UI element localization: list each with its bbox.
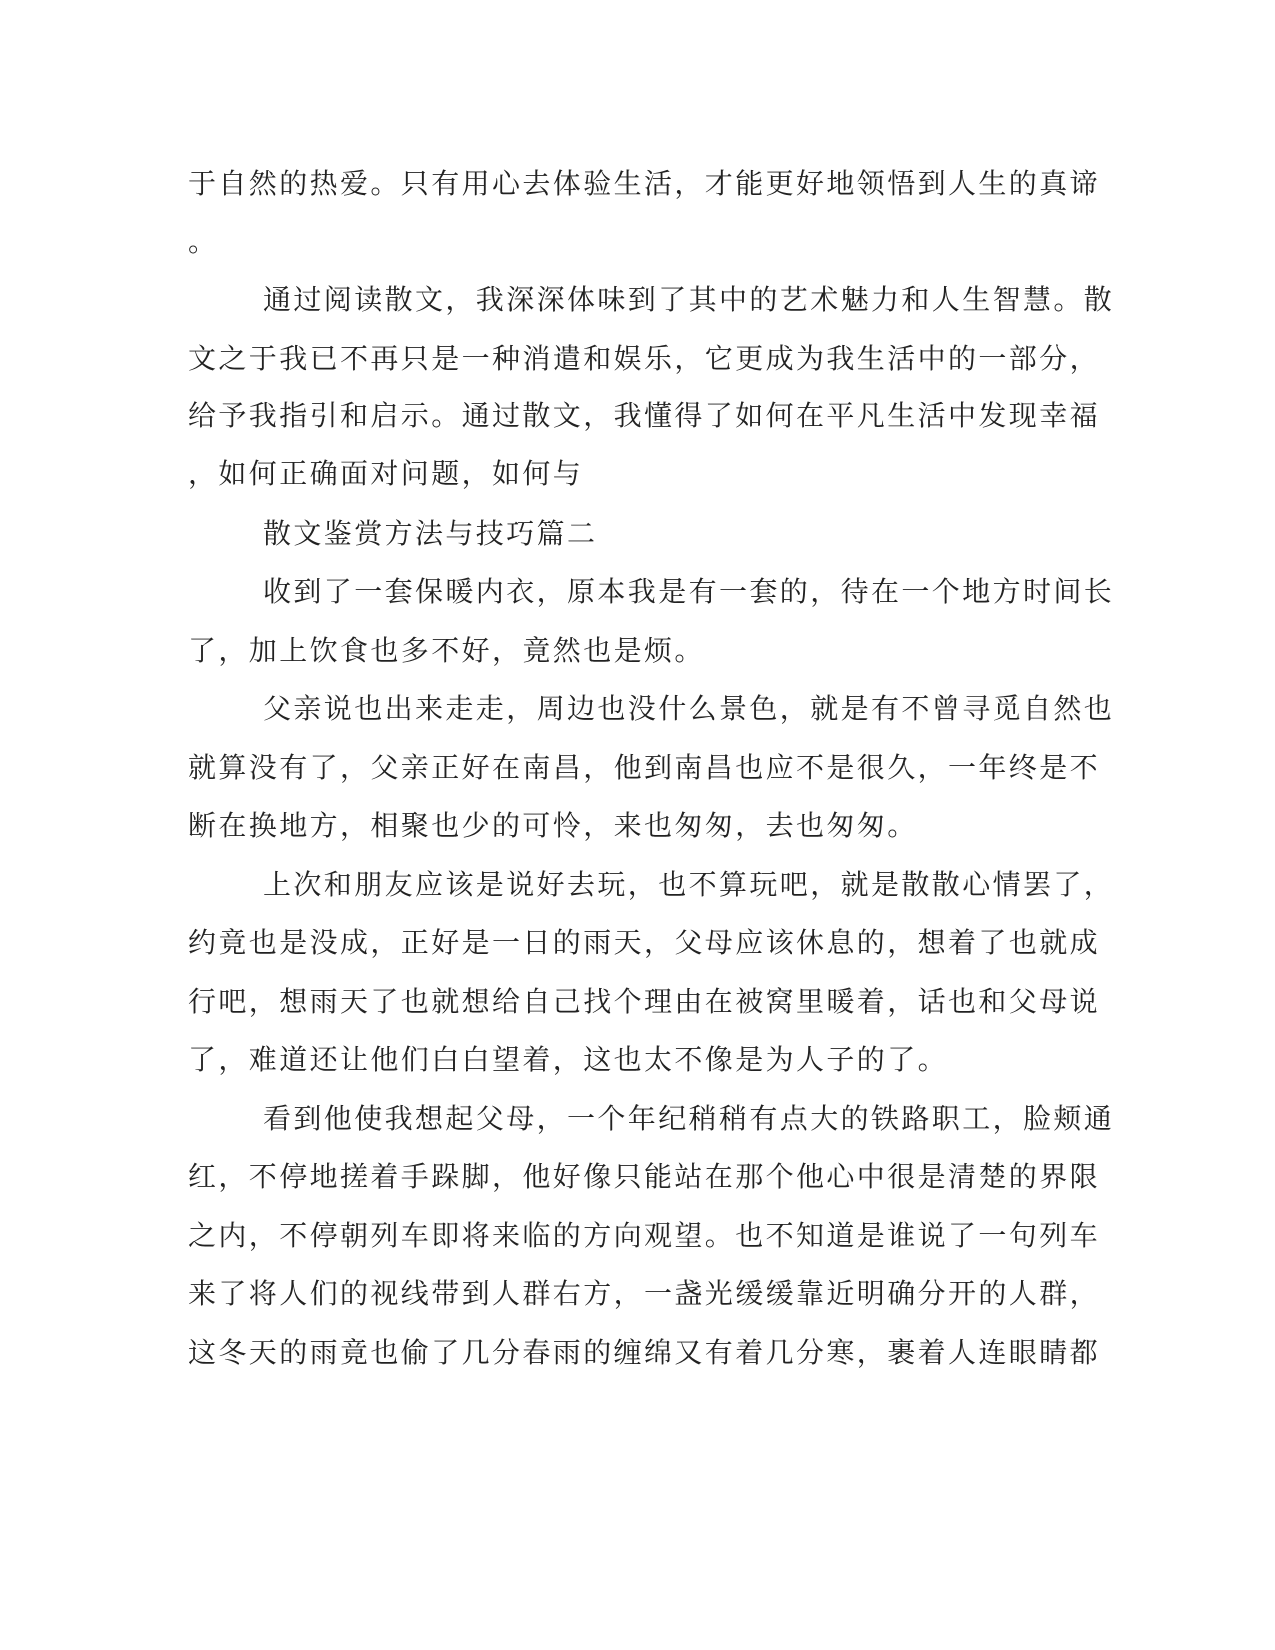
text-line-19: 之内，不停朝列车即将来临的方向观望。也不知道是谁说了一句列车: [188, 1219, 1101, 1252]
text-line-1: 于自然的热爱。只有用心去体验生活，才能更好地领悟到人生的真谛: [188, 167, 1101, 200]
text-line-4: 文之于我已不再只是一种消遣和娱乐，它更成为我生活中的一部分，: [188, 342, 1101, 375]
text-line-6: ，如何正确面对问题，如何与: [188, 457, 584, 490]
text-line-2: 。: [188, 225, 219, 258]
text-line-16: 了，难道还让他们白白望着，这也太不像是为人子的了。: [188, 1043, 949, 1076]
paragraph-start-line: 收到了一套保暖内衣，原本我是有一套的，待在一个地方时间长: [263, 575, 1115, 608]
text-line-5: 给予我指引和启示。通过散文，我懂得了如何在平凡生活中发现幸福: [188, 399, 1101, 432]
text-line-14: 约竟也是没成，正好是一日的雨天，父母应该休息的，想着了也就成: [188, 926, 1101, 959]
section-heading: 散文鉴赏方法与技巧篇二: [263, 517, 598, 550]
paragraph-start-line: 上次和朋友应该是说好去玩，也不算玩吧，就是散散心情罢了，: [263, 868, 1115, 901]
paragraph-start-line: 看到他使我想起父母，一个年纪稍稍有点大的铁路职工，脸颊通: [263, 1102, 1115, 1135]
paragraph-start-line: 通过阅读散文，我深深体味到了其中的艺术魅力和人生智慧。散: [263, 283, 1115, 316]
text-line-20: 来了将人们的视线带到人群右方，一盏光缓缓靠近明确分开的人群，: [188, 1277, 1101, 1310]
text-line-15: 行吧，想雨天了也就想给自己找个理由在被窝里暖着，话也和父母说: [188, 985, 1101, 1018]
text-line-9: 了，加上饮食也多不好，竟然也是烦。: [188, 634, 705, 667]
text-line-11: 就算没有了，父亲正好在南昌，他到南昌也应不是很久，一年终是不: [188, 751, 1101, 784]
text-line-18: 红，不停地搓着手跺脚，他好像只能站在那个他心中很是清楚的界限: [188, 1160, 1101, 1193]
paragraph-start-line: 父亲说也出来走走，周边也没什么景色，就是有不曾寻觅自然也: [263, 692, 1115, 725]
text-line-21: 这冬天的雨竟也偷了几分春雨的缠绵又有着几分寒，裹着人连眼睛都: [188, 1336, 1101, 1369]
text-line-12: 断在换地方，相聚也少的可怜，来也匆匆，去也匆匆。: [188, 809, 918, 842]
